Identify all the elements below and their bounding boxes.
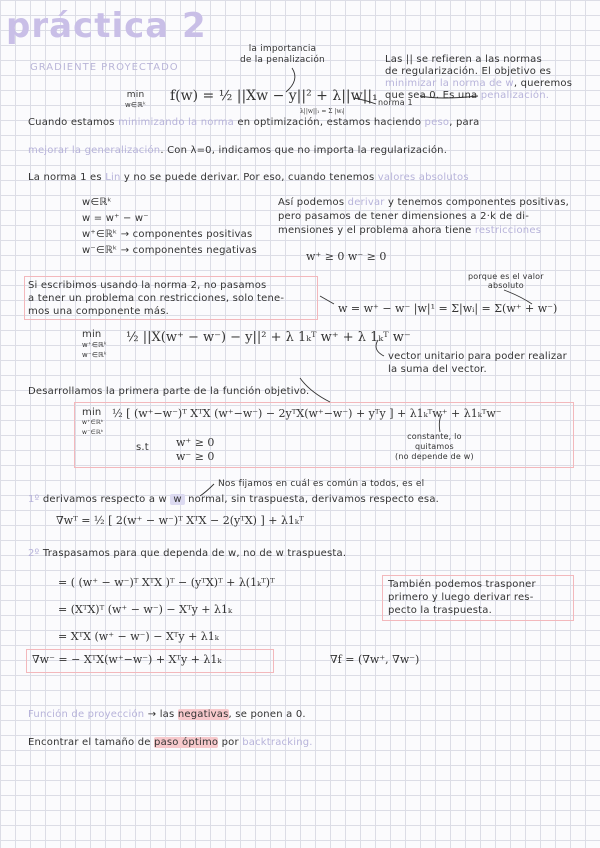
step-note: Nos fijamos en cuál es común a todos, es el: [218, 479, 425, 489]
arrow-develop: [300, 378, 330, 402]
arrow-sidenote: [420, 96, 478, 98]
text: normal, sin traspuesta, derivamos respecto esa.: [188, 494, 440, 505]
line: pero pasamos de tener dimensiones a 2·k de di-: [278, 211, 530, 222]
page-title: práctica 2: [6, 6, 207, 46]
text: , queremos: [513, 78, 573, 89]
min-domain: w⁺∈ℝᵏ: [82, 419, 104, 426]
text: Así podemos: [278, 197, 345, 208]
note-line: constante, lo: [407, 432, 462, 441]
note-line: pecto la traspuesta.: [388, 605, 492, 616]
develop-st: s.t: [136, 442, 149, 453]
develop-formula: ½ [ (w⁺−w⁻)ᵀ XᵀX (w⁺−w⁻) − 2yᵀX(w⁺−w⁻) + yᵀy ] + λ1ₖᵀw⁺ + λ1ₖᵀw⁻: [112, 407, 502, 420]
derivation-line: = ( (w⁺ − w⁻)ᵀ XᵀX )ᵀ − (yᵀX)ᵀ + λ(1ₖᵀ)ᵀ: [58, 576, 275, 589]
step-number: 2º: [28, 548, 40, 559]
norma-label: norma 1: [378, 98, 413, 107]
decomp-line: w = w⁺ − w⁻: [82, 213, 149, 224]
text: Traspasamos para que dependa de w, no de w traspuesta.: [42, 548, 347, 559]
text: y no se puede derivar. Por eso, cuando tenemos: [123, 172, 375, 183]
text: , para: [449, 117, 480, 128]
constraints-top: w⁺ ≥ 0 w⁻ ≥ 0: [306, 250, 387, 263]
note-line: absoluto: [487, 281, 524, 290]
hl-text: minimizar la norma de w: [385, 78, 514, 89]
text: La norma 1 es: [28, 172, 102, 183]
min-label: min: [82, 329, 102, 340]
reform-formula: ½ ||X(w⁺ − w⁻) − y||² + λ 1ₖᵀ w⁺ + λ 1ₖᵀ w⁻: [126, 330, 411, 345]
hl-text: negativas: [177, 709, 229, 720]
note-line: Si escribimos usando la norma 2, no pasamos: [28, 280, 267, 291]
hl-text: restricciones: [474, 225, 542, 236]
note-line: vector unitario para poder realizar: [388, 351, 567, 362]
arrow-norma: [354, 98, 376, 104]
text: Cuando estamos: [28, 117, 115, 128]
text: , se ponen a 0.: [228, 709, 306, 720]
gradient-f: ∇f = (∇w⁺, ∇w⁻): [330, 653, 420, 666]
text: → las: [147, 709, 175, 720]
note-line: mos una componente más.: [28, 306, 169, 317]
abs-equation: w = w⁺ − w⁻ |w|¹ = Σ|wᵢ| = Σ(w⁺ + w⁻): [338, 302, 558, 315]
min-label: min: [82, 407, 102, 418]
arrow-vector: [376, 340, 384, 356]
objective-subnote: λ||w||₁ = Σ |wᵢ|: [300, 108, 345, 115]
min-domain: w∈ℝᵏ: [125, 101, 147, 109]
hl-text: valores absolutos: [377, 172, 469, 183]
sidenote-line: de regularización. El objetivo es: [385, 66, 552, 77]
step-number: 1º: [28, 494, 40, 505]
hl-text: w: [170, 494, 184, 505]
arrow-importance: [286, 68, 295, 92]
note-line: primero y luego derivar res-: [388, 592, 534, 603]
hl-text: mejorar la generalización: [28, 145, 161, 156]
hl-text: backtracking.: [242, 737, 313, 748]
note-line: la suma del vector.: [388, 364, 487, 375]
text: . Con λ=0, indicamos que no importa la regularización.: [160, 145, 448, 156]
annotation-line: la importancia: [248, 44, 317, 54]
arrow-constant: [439, 414, 442, 432]
note-line: porque es el valor: [468, 272, 544, 281]
note-line: quitamos: [414, 442, 454, 451]
hl-text: minimizando la norma: [118, 117, 234, 128]
decomp-line: w∈ℝᵏ: [82, 197, 112, 208]
constraint: w⁻ ≥ 0: [176, 450, 215, 463]
text: derivamos respecto a w: [42, 494, 167, 505]
min-label: min: [126, 90, 145, 100]
arrow-abs: [504, 290, 532, 304]
note-line: También podemos trasponer: [388, 579, 536, 590]
decomp-line: w⁺∈ℝᵏ → componentes positivas: [82, 229, 253, 240]
hl-text: Lin: [105, 172, 121, 183]
derivation-line: = XᵀX (w⁺ − w⁻) − Xᵀy + λ1ₖ: [58, 630, 219, 643]
arrow-box-norm2: [320, 296, 334, 304]
hl-text: paso óptimo: [154, 737, 219, 748]
hl-text: penalización.: [480, 90, 550, 101]
decomp-line: w⁻∈ℝᵏ → componentes negativas: [82, 245, 257, 256]
text: por: [221, 737, 239, 748]
text: y tenemos componentes positivas,: [387, 197, 569, 208]
arrow-step: [200, 484, 214, 496]
hl-text: Función de proyección: [28, 709, 145, 720]
min-domain: w⁻∈ℝᵏ: [82, 429, 104, 436]
derivation-line: = (XᵀX)ᵀ (w⁺ − w⁻) − Xᵀy + λ1ₖ: [58, 603, 232, 616]
final-gradient: ∇w⁻ = − XᵀX(w⁺−w⁻) + Xᵀy + λ1ₖ: [32, 653, 222, 666]
text: que sea 0. Es una: [385, 90, 478, 101]
note-line: (no depende de w): [395, 452, 474, 461]
min-domain: w⁻∈ℝᵏ: [82, 351, 108, 359]
hl-text: peso: [424, 117, 450, 128]
objective-formula: f(w) = ½ ||Xw − y||² + λ||w||₁: [170, 88, 378, 104]
text: Encontrar el tamaño de: [28, 737, 151, 748]
gradient-transpose: ∇wᵀ = ½ [ 2(w⁺ − w⁻)ᵀ XᵀX − 2(yᵀX) ] + λ1ₖᵀ: [56, 514, 304, 527]
min-domain: w⁺∈ℝᵏ: [82, 341, 108, 349]
sidenote-line: Las || se refieren a las normas: [385, 54, 542, 65]
constraint: w⁺ ≥ 0: [176, 436, 215, 449]
text: mensiones y el problema ahora tiene: [278, 225, 472, 236]
text: en optimización, estamos haciendo: [237, 117, 422, 128]
section-subtitle: GRADIENTE PROYECTADO: [30, 62, 179, 73]
note-line: a tener un problema con restricciones, solo tene-: [28, 293, 285, 304]
hl-text: derivar: [347, 197, 385, 208]
develop-title: Desarrollamos la primera parte de la función objetivo.: [28, 386, 310, 397]
annotation-line: de la penalización: [240, 55, 325, 65]
